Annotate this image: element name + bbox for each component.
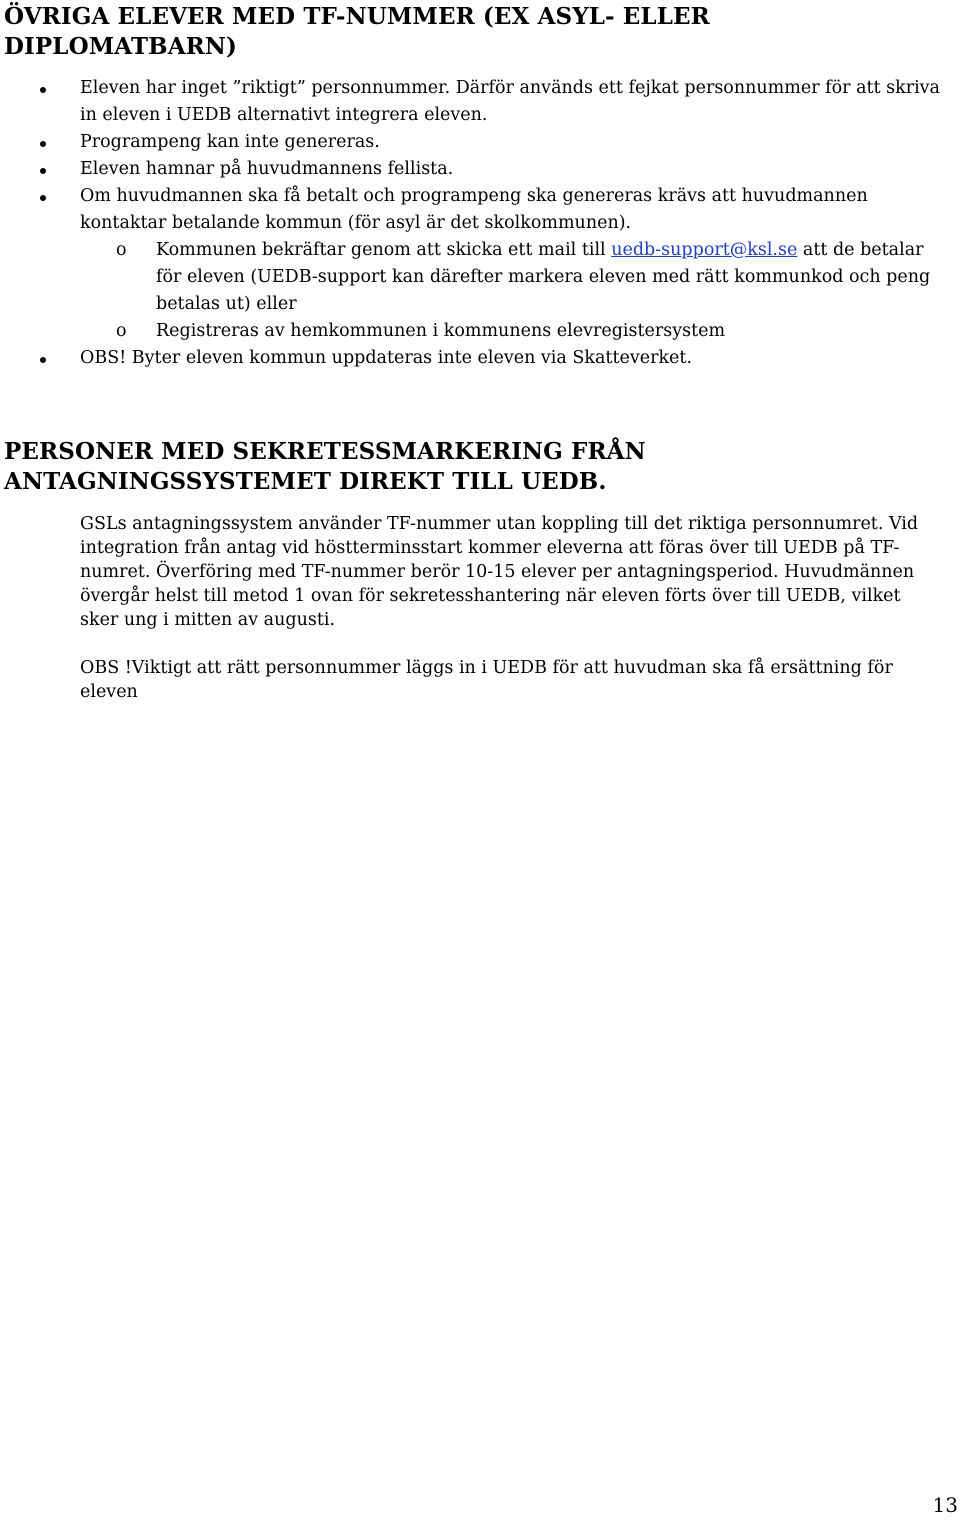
bullet-text: Eleven hamnar på huvudmannens fellista. — [80, 159, 454, 179]
bullet-icon — [40, 87, 46, 93]
sub-bullet-item — [80, 318, 940, 345]
sub-bullet-item — [80, 237, 940, 318]
page-number: 13 — [932, 1493, 958, 1517]
bullet-icon — [40, 141, 46, 147]
bullet-icon — [40, 168, 46, 174]
sub-bullet-text-start: Kommunen bekräftar genom att skicka ett mail till — [156, 240, 612, 260]
bullet-item — [0, 345, 940, 372]
bullet-item — [0, 75, 940, 129]
sub-bullet-text: Registreras av hemkommunen i kommunens elevregistersystem — [156, 321, 726, 341]
bullet-item — [0, 129, 940, 156]
obs-paragraph: OBS !Viktigt att rätt personnummer läggs in i UEDB för att huvudman ska få ersättning för eleven — [80, 658, 893, 702]
bullet-icon — [40, 357, 46, 363]
bullet-item — [0, 156, 940, 183]
sub-bullet-list — [80, 237, 940, 345]
bullet-list — [0, 75, 940, 372]
circle-bullet-icon: o — [116, 321, 127, 341]
bullet-icon — [40, 195, 46, 201]
section-heading-sekretessmarkering: PERSONER MED SEKRETESSMARKERING FRÅN ANTAGNINGSSYSTEMET DIREKT TILL UEDB. — [4, 438, 646, 495]
bullet-text: Om huvudmannen ska få betalt och programpeng ska genereras krävs att huvudmannen kontaktar betalande kommun (för asyl är det skolkommunen). — [80, 186, 868, 233]
bullet-text: OBS! Byter eleven kommun uppdateras inte eleven via Skatteverket. — [80, 348, 693, 368]
bullet-text: Programpeng kan inte genereras. — [80, 132, 380, 152]
sub-bullet-text-end: att de betalar för eleven (UEDB-support kan därefter markera eleven med rätt kommunkod och peng betalas ut) eller — [156, 240, 931, 314]
body-paragraph: GSLs antagningssystem använder TF-nummer utan koppling till det riktiga personnumret. Vid integration från antag vid höstterminsstart kommer eleverna att föras över till UEDB på TF-numret. Överföring med TF-nummer berör 10-15 elever per antagningsperiod. Huvudmännen övergår helst till metod 1 ovan för sekretesshantering när eleven förts över till UEDB, vilket sker ung i mitten av augusti. — [80, 514, 919, 630]
bullet-text: Eleven har inget ”riktigt” personnummer. Därför används ett fejkat personnummer för att skriva in eleven i UEDB alternativt integrera eleven. — [80, 78, 940, 125]
email-link-uedb-support[interactable]: uedb-support@ksl.se — [611, 240, 798, 260]
bullet-item — [0, 183, 940, 345]
section-heading-ovriga-elever: ÖVRIGA ELEVER MED TF-NUMMER (EX ASYL- ELLER DIPLOMATBARN) — [4, 3, 710, 60]
circle-bullet-icon: o — [116, 240, 127, 260]
